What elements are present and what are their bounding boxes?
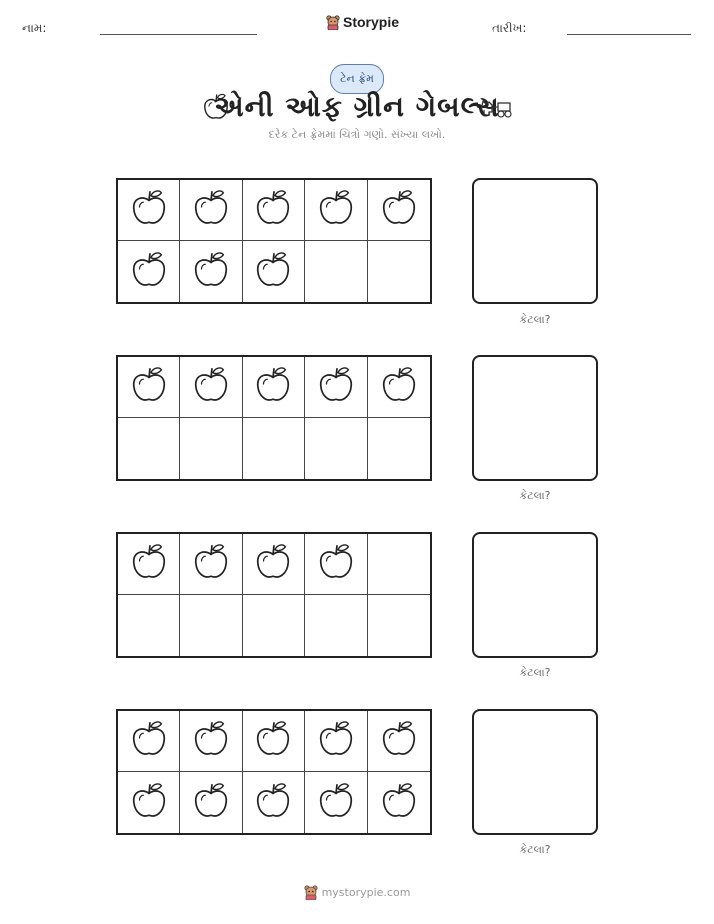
apple-icon [254,365,292,409]
frame-cell [180,772,242,833]
ten-frame-badge: ટેન ફ્રેમ [330,64,384,94]
bear-logo-icon [326,14,340,30]
how-many-label-3: કેટલા? [519,666,551,679]
frame-cell [243,357,305,418]
frame-cell [368,180,430,241]
worksheet-instructions: દરેક ટેન ફ્રેમમાં ચિત્રો ગણો. સંખ્યા લખો. [268,128,446,141]
apple-icon [254,188,292,232]
frame-cell [118,357,180,418]
frame-cell [118,241,180,302]
answer-box-3[interactable] [472,532,598,658]
how-many-label-2: કેટલા? [519,489,551,502]
brand-name: Storypie [343,14,400,30]
frame-cell [118,418,180,479]
apple-icon [192,719,230,763]
apple-icon [380,781,418,825]
frame-cell [305,711,367,772]
apple-icon [317,188,355,232]
apple-icon [192,542,230,586]
frame-cell [243,711,305,772]
frame-cell [243,595,305,656]
apple-icon [317,542,355,586]
how-many-label-1: કેટલા? [519,313,551,326]
frame-cell [305,595,367,656]
date-label: તારીખ: [492,21,527,35]
ten-frame-1 [116,178,432,304]
ten-frame-4 [116,709,432,835]
apple-icon [192,781,230,825]
frame-cell [243,241,305,302]
bear-logo-icon [304,884,318,900]
frame-cell [368,418,430,479]
frame-cell [180,595,242,656]
apple-icon [380,188,418,232]
apple-icon [254,719,292,763]
frame-cell [118,711,180,772]
answer-box-1[interactable] [472,178,598,304]
name-label: નામ: [22,21,47,35]
apple-icon [317,719,355,763]
header-bar [0,14,714,42]
footer [0,884,714,900]
apple-icon [192,188,230,232]
frame-cell [180,357,242,418]
apple-icon [317,781,355,825]
frame-cell [305,180,367,241]
frame-cell [180,241,242,302]
ten-frame-2 [116,355,432,481]
frame-cell [305,357,367,418]
date-line[interactable] [567,34,691,35]
frame-cell [180,711,242,772]
frame-cell [368,241,430,302]
how-many-label-4: કેટલા? [519,843,551,856]
answer-box-4[interactable] [472,709,598,835]
apple-icon [130,781,168,825]
worksheet-title: એની ઓફ ગ્રીન ગેબલ્સ [214,90,500,123]
frame-cell [368,772,430,833]
frame-cell [243,180,305,241]
apple-icon [380,719,418,763]
apple-icon [254,250,292,294]
answer-box-2[interactable] [472,355,598,481]
apple-icon [130,250,168,294]
frame-cell [180,534,242,595]
frame-cell [243,534,305,595]
apple-icon [130,719,168,763]
frame-cell [305,534,367,595]
apple-icon [130,365,168,409]
apple-icon [317,365,355,409]
apple-icon [130,542,168,586]
frame-cell [305,241,367,302]
apple-icon [192,250,230,294]
frame-cell [118,595,180,656]
frame-cell [368,595,430,656]
frame-cell [180,418,242,479]
apple-icon [380,365,418,409]
frame-cell [305,772,367,833]
ten-frame-3 [116,532,432,658]
frame-cell [243,772,305,833]
frame-cell [243,418,305,479]
apple-icon [254,781,292,825]
frame-cell [118,772,180,833]
apple-icon [130,188,168,232]
frame-cell [305,418,367,479]
frame-cell [118,180,180,241]
name-line[interactable] [100,34,257,35]
frame-cell [118,534,180,595]
apple-icon [254,542,292,586]
apple-icon [192,365,230,409]
frame-cell [368,357,430,418]
brand [326,14,399,30]
horse-cart-icon [478,96,514,124]
footer-url: mystorypie.com [321,885,411,899]
frame-cell [368,711,430,772]
frame-cell [180,180,242,241]
frame-cell [368,534,430,595]
